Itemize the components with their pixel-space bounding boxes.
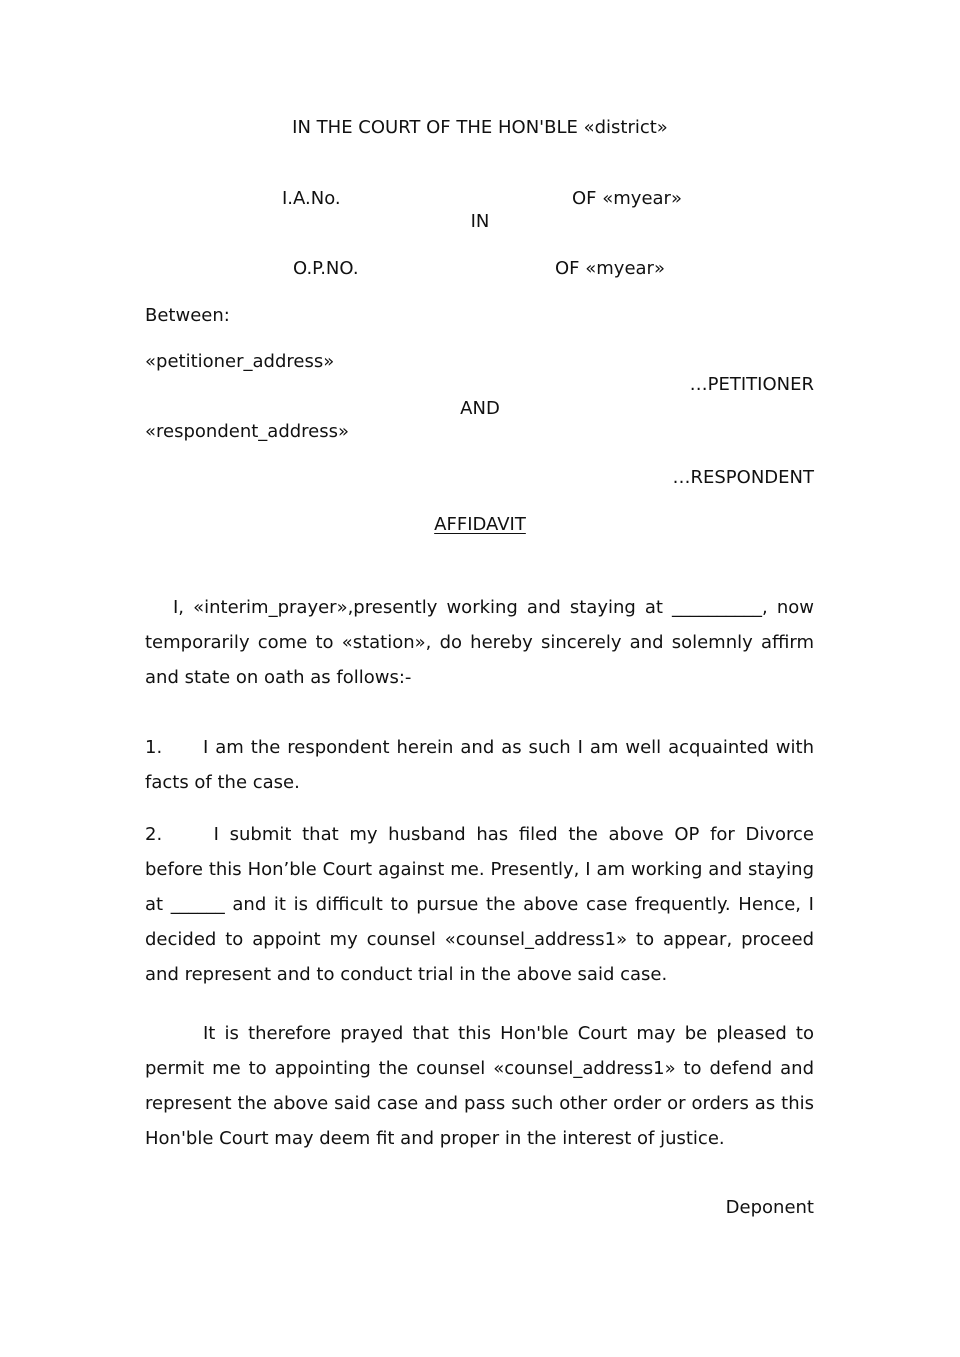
point-1-text [145,730,814,800]
between-label: Between: [145,305,230,326]
prayer-text: It is therefore prayed that this Hon'ble Court may be pleased to permit me to appointing the counsel «counsel_address1» to defend and represent the above said case and pass such other order or orders as this Hon'ble Court may deem fit and proper in the interest of justice. [145,1023,814,1149]
intro-text: I, «interim_prayer»,presently working and staying at __________, now temporarily come to «station», do hereby sincerely and solemnly affirm and state on oath as follows:- [145,597,814,688]
point-1-body: I am the respondent herein and as such I am well acquainted with facts of the case. [145,737,814,793]
op-number-label: O.P.NO. [293,258,359,279]
intro-paragraph [145,590,814,695]
point-1 [145,730,814,800]
court-heading: IN THE COURT OF THE HON'BLE «district» [292,117,668,138]
prayer-paragraph [145,1016,814,1156]
respondent-address: «respondent_address» [145,421,350,442]
petitioner-label: …PETITIONER [689,374,814,395]
point-2 [145,817,814,992]
point-2-body: I submit that my husband has filed the above OP for Divorce before this Hon’ble Court against me. Presently, I am working and staying at ______ and it is difficult to pursue the above case frequently. Hence, I decided to appoint my counsel «counsel_address1» to appear, proceed and represent and to conduct trial in the above said case. [145,824,814,985]
ia-number-label: I.A.No. [282,188,341,209]
point-2-number: 2. [145,824,163,845]
point-1-number: 1. [145,737,163,758]
document-title [0,514,960,536]
deponent-signature: Deponent [725,1197,814,1218]
and-connector: AND [460,398,500,419]
op-year-label: OF «myear» [555,258,665,279]
point-2-text [145,817,814,992]
ia-year-label: OF «myear» [572,188,682,209]
respondent-label: …RESPONDENT [672,467,814,488]
petitioner-address: «petitioner_address» [145,351,335,372]
affidavit-title: AFFIDAVIT [434,514,526,535]
in-connector: IN [470,211,490,232]
